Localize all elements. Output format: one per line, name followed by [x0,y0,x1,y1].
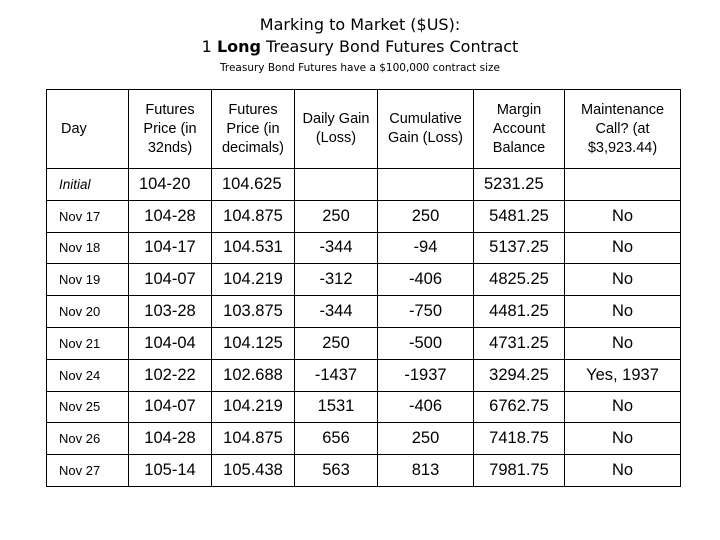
cell-cumulative-gain: -406 [378,264,474,296]
cell-price-decimals: 104.875 [212,200,295,232]
marking-to-market-table [46,89,681,487]
cell-margin-balance: 5137.25 [474,232,565,264]
cell-price-decimals: 105.438 [212,455,295,487]
cell-daily-gain: -344 [295,232,378,264]
cell-cumulative-gain: -500 [378,327,474,359]
cell-daily-gain: 1531 [295,391,378,423]
cell-maintenance-call: No [565,200,681,232]
cell-maintenance-call: No [565,391,681,423]
cell-price-32nds: 104-04 [129,327,212,359]
cell-day: Nov 26 [47,423,129,455]
cell-cumulative-gain: -406 [378,391,474,423]
cell-price-decimals: 104.219 [212,391,295,423]
cell-margin-balance: 5481.25 [474,200,565,232]
cell-maintenance-call: No [565,232,681,264]
cell-day: Nov 27 [47,455,129,487]
cell-cumulative-gain: -94 [378,232,474,264]
cell-margin-balance: 3294.25 [474,359,565,391]
table-body [47,169,681,487]
page-title: Marking to Market ($US): [259,15,461,34]
cell-day: Nov 25 [47,391,129,423]
header-daily-gain: Daily Gain (Loss) [295,90,378,169]
cell-day: Nov 17 [47,200,129,232]
page-title-line-2: 1 Long Treasury Bond Futures Contract [201,37,519,56]
cell-price-decimals: 104.125 [212,327,295,359]
cell-day: Nov 19 [47,264,129,296]
cell-cumulative-gain: 813 [378,455,474,487]
cell-daily-gain: -344 [295,296,378,328]
table-row [47,296,681,328]
cell-price-32nds: 104-20 [129,169,212,201]
cell-daily-gain: 250 [295,200,378,232]
table-row [47,169,681,201]
cell-cumulative-gain: 250 [378,200,474,232]
table-row [47,327,681,359]
cell-margin-balance: 7418.75 [474,423,565,455]
cell-price-32nds: 104-28 [129,423,212,455]
cell-price-decimals: 103.875 [212,296,295,328]
cell-maintenance-call: No [565,455,681,487]
cell-margin-balance: 4731.25 [474,327,565,359]
cell-maintenance-call [565,169,681,201]
cell-margin-balance: 6762.75 [474,391,565,423]
header-price-decimals: Futures Price (in decimals) [212,90,295,169]
cell-margin-balance: 5231.25 [474,169,565,201]
cell-daily-gain: -1437 [295,359,378,391]
cell-price-32nds: 102-22 [129,359,212,391]
cell-price-32nds: 104-28 [129,200,212,232]
header-cumulative-gain: Cumulative Gain (Loss) [378,90,474,169]
title-block [0,14,720,76]
cell-price-decimals: 104.625 [212,169,295,201]
cell-day: Nov 20 [47,296,129,328]
cell-daily-gain: -312 [295,264,378,296]
cell-daily-gain [295,169,378,201]
table-row [47,391,681,423]
cell-day: Nov 24 [47,359,129,391]
table-header-row [47,90,681,169]
header-day: Day [47,90,129,169]
header-price-32nds: Futures Price (in 32nds) [129,90,212,169]
table-row [47,455,681,487]
cell-price-32nds: 104-07 [129,391,212,423]
cell-maintenance-call: No [565,264,681,296]
cell-cumulative-gain: -750 [378,296,474,328]
cell-price-decimals: 104.875 [212,423,295,455]
cell-margin-balance: 4481.25 [474,296,565,328]
cell-maintenance-call: No [565,423,681,455]
cell-day: Nov 18 [47,232,129,264]
header-maintenance-call: Maintenance Call? (at $3,923.44) [565,90,681,169]
header-margin-balance: Margin Account Balance [474,90,565,169]
page-subtitle: Treasury Bond Futures have a $100,000 contract size [220,62,500,74]
cell-daily-gain: 563 [295,455,378,487]
table-row [47,232,681,264]
cell-price-32nds: 104-17 [129,232,212,264]
table-row [47,423,681,455]
cell-price-decimals: 102.688 [212,359,295,391]
cell-price-32nds: 104-07 [129,264,212,296]
table-row [47,200,681,232]
cell-cumulative-gain [378,169,474,201]
cell-cumulative-gain: -1937 [378,359,474,391]
cell-price-decimals: 104.219 [212,264,295,296]
cell-maintenance-call: No [565,327,681,359]
cell-cumulative-gain: 250 [378,423,474,455]
cell-maintenance-call: No [565,296,681,328]
table-row [47,264,681,296]
cell-price-32nds: 105-14 [129,455,212,487]
table-row [47,359,681,391]
cell-daily-gain: 656 [295,423,378,455]
cell-margin-balance: 7981.75 [474,455,565,487]
cell-price-32nds: 103-28 [129,296,212,328]
cell-maintenance-call: Yes, 1937 [565,359,681,391]
cell-margin-balance: 4825.25 [474,264,565,296]
cell-day: Initial [47,169,129,201]
cell-price-decimals: 104.531 [212,232,295,264]
cell-daily-gain: 250 [295,327,378,359]
cell-day: Nov 21 [47,327,129,359]
